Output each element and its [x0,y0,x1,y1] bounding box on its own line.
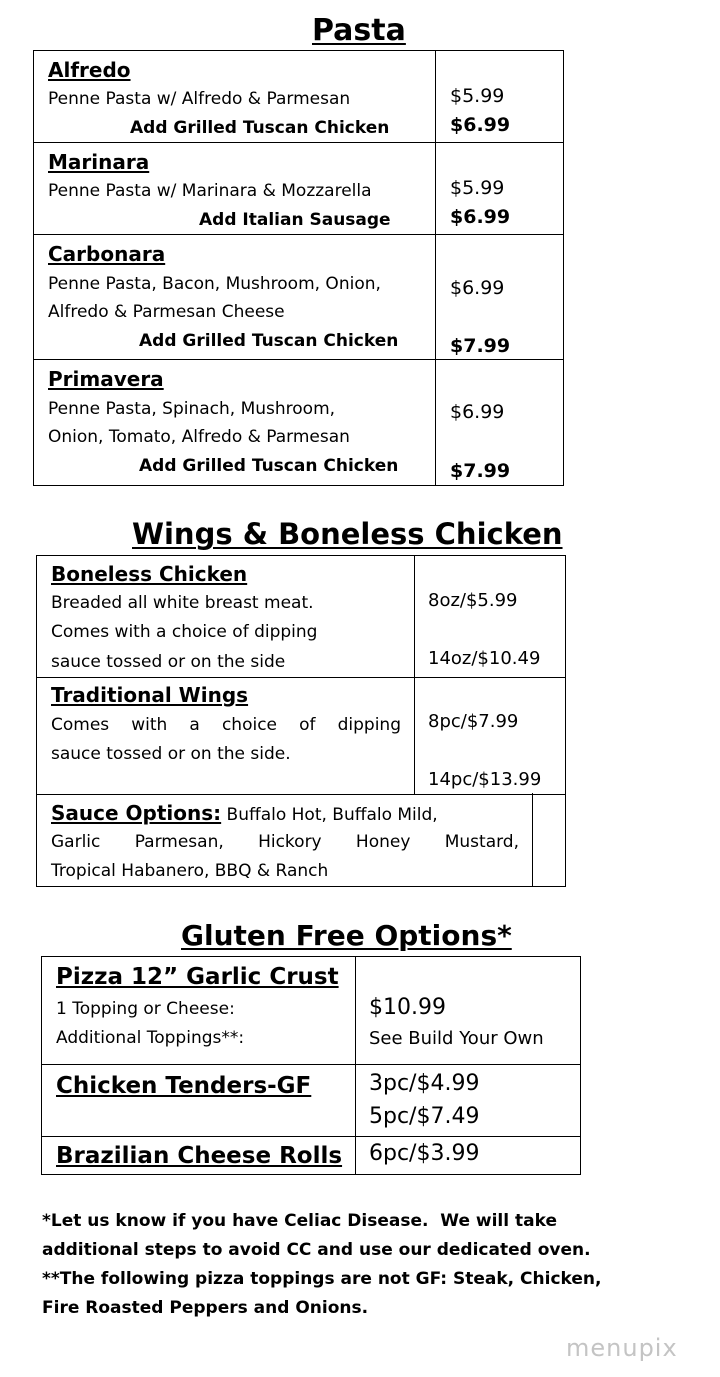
pasta-item-addon: Add Grilled Tuscan Chicken [130,118,390,138]
wings-item-price: 14pc/$13.99 [428,769,542,790]
pasta-item-addon-price: $6.99 [450,114,511,136]
wings-table [36,555,566,795]
pasta-item-price: $6.99 [450,401,505,423]
pasta-item-name: Marinara [48,150,150,174]
wings-item-name: Traditional Wings [51,683,249,707]
wings-heading: Wings & Boneless Chicken [132,517,563,551]
footnote-line: *Let us know if you have Celiac Disease. We will take [42,1211,557,1231]
pasta-item-addon-price: $7.99 [450,335,511,357]
gf-item-price-note: See Build Your Own [369,1028,544,1049]
gluten-free-table [41,956,581,1175]
pasta-item-addon: Add Grilled Tuscan Chicken [139,331,399,351]
gf-item-price: $10.99 [369,995,446,1020]
gf-item-name: Brazilian Cheese Rolls [56,1143,343,1169]
wings-item-desc: sauce tossed or on the side [51,652,286,672]
sauce-list: Buffalo Hot, Buffalo Mild, [221,805,438,825]
pasta-item-name: Alfredo [48,58,131,82]
footnote-line: additional steps to avoid CC and use our dedicated oven. [42,1240,591,1260]
sauce-options-box [36,793,566,887]
gf-item-price: 3pc/$4.99 [369,1071,480,1096]
pasta-item-desc: Penne Pasta, Bacon, Mushroom, Onion, [48,274,381,294]
pasta-item-price: $6.99 [450,277,505,299]
sauce-line: Tropical Habanero, BBQ & Ranch [51,861,329,881]
pasta-table [33,50,564,486]
pasta-item-desc: Alfredo & Parmesan Cheese [48,302,285,322]
wings-item-desc: sauce tossed or on the side. [51,744,291,764]
sauce-line: Garlic Parmesan, Hickory Honey Mustard, [51,832,519,852]
gf-item-name: Pizza 12” Garlic Crust [56,964,339,990]
pasta-item-desc: Penne Pasta, Spinach, Mushroom, [48,399,336,419]
pasta-item-name: Carbonara [48,242,166,266]
pasta-item-price: $5.99 [450,177,505,199]
gluten-free-heading: Gluten Free Options* [181,919,512,952]
gf-item-price: 6pc/$3.99 [369,1141,480,1166]
footnote-line: Fire Roasted Peppers and Onions. [42,1298,369,1318]
wings-item-desc: Breaded all white breast meat. [51,593,314,613]
wings-item-price: 8pc/$7.99 [428,711,519,732]
pasta-item-desc: Onion, Tomato, Alfredo & Parmesan [48,427,350,447]
gf-item-price: 5pc/$7.49 [369,1104,480,1129]
pasta-item-addon-price: $6.99 [450,206,511,228]
gf-item-name: Chicken Tenders-GF [56,1073,312,1099]
wings-item-price: 14oz/$10.49 [428,648,541,669]
pasta-item-price: $5.99 [450,85,505,107]
pasta-heading: Pasta [312,13,406,48]
pasta-item-desc: Penne Pasta w/ Alfredo & Parmesan [48,89,351,109]
wings-item-desc: Comes with a choice of dipping [51,622,318,642]
wings-item-name: Boneless Chicken [51,562,248,586]
pasta-item-name: Primavera [48,367,164,391]
pasta-item-desc: Penne Pasta w/ Marinara & Mozzarella [48,181,372,201]
pasta-item-addon: Add Italian Sausage [199,210,391,230]
pasta-item-addon-price: $7.99 [450,460,511,482]
pasta-item-addon: Add Grilled Tuscan Chicken [139,456,399,476]
gf-item-desc: 1 Topping or Cheese: [56,999,235,1019]
watermark: menupix [566,1334,678,1362]
wings-item-desc: Comes with a choice of dipping [51,715,401,735]
wings-item-price: 8oz/$5.99 [428,590,518,611]
sauce-options-label: Sauce Options: [51,801,222,825]
footnote-line: **The following pizza toppings are not GF: Steak, Chicken, [42,1269,602,1289]
sauce-line [51,803,519,824]
gf-item-desc: Additional Toppings**: [56,1028,245,1048]
